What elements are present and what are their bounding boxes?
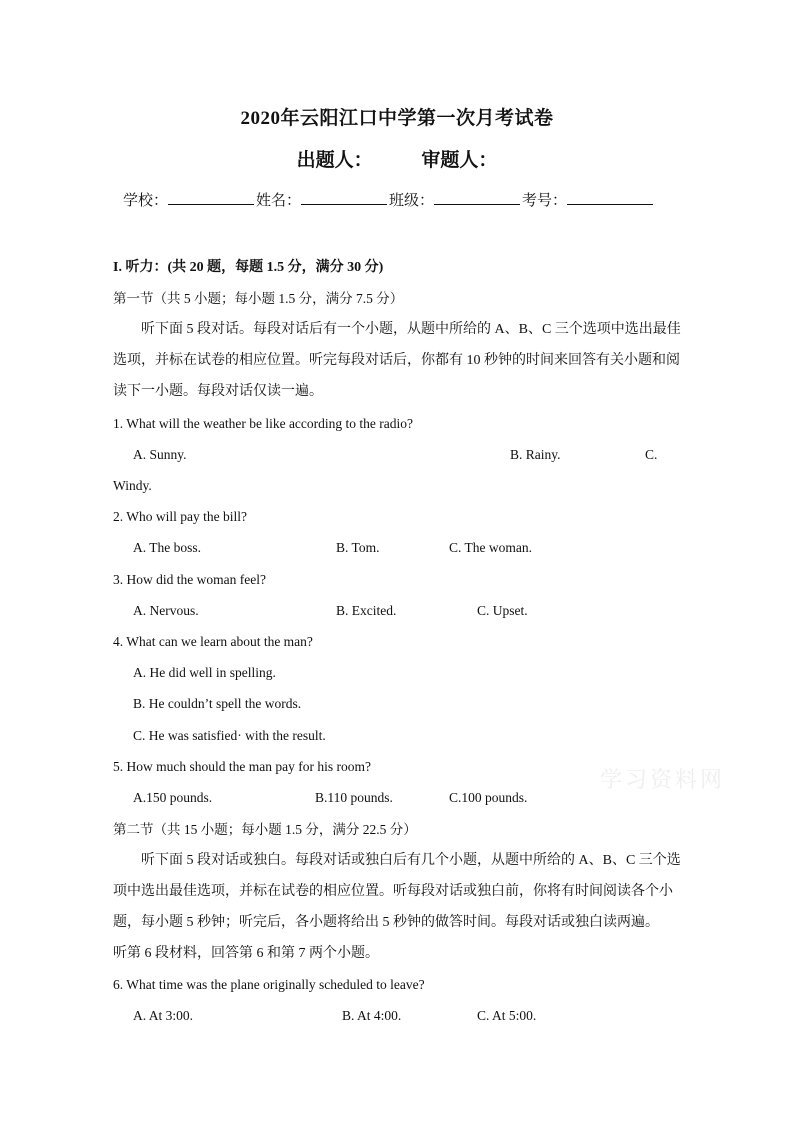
section2-instruction-line: 题，每小题 5 秒钟；听完后，各小题将给出 5 秒钟的做答时间。每段对话或独白读两遍。 [113, 915, 659, 930]
option-a[interactable]: A. At 3:00. [133, 1008, 194, 1023]
exam-subtitle [0, 145, 794, 172]
name-blank[interactable] [301, 190, 387, 205]
name-label: 姓名： [256, 193, 302, 209]
option-a[interactable]: A.150 pounds. [133, 790, 213, 805]
option-b[interactable]: B.110 pounds. [315, 790, 393, 805]
section1-instruction-line: 听下面 5 段对话。每段对话后有一个小题，从题中所给的 A、B、C 三个选项中选出最佳 [141, 322, 681, 337]
section1-heading: 第一节（共 5 小题；每小题 1.5 分，满分 7.5 分） [113, 291, 404, 306]
question-text: 5. How much should the man pay for his room? [113, 759, 371, 774]
reviewer-label: 审题人： [421, 150, 498, 171]
question-text: 6. What time was the plane originally scheduled to leave? [113, 977, 425, 992]
section2-instruction-line: 项中选出最佳选项，并标在试卷的相应位置。听每段对话或独白前，你将有时间阅读各个小 [113, 884, 673, 899]
number-label: 考号： [522, 193, 568, 209]
material-note: 听第 6 段材料，回答第 6 和第 7 两个小题。 [113, 946, 379, 961]
part1-heading: I. 听力：(共 20 题，每题 1.5 分，满分 30 分) [113, 260, 384, 275]
option-c[interactable]: C. The woman. [449, 540, 532, 555]
question-text: 4. What can we learn about the man? [113, 634, 313, 649]
option-c[interactable]: C. [645, 447, 658, 462]
student-info-row [123, 189, 655, 210]
option-b[interactable]: B. At 4:00. [342, 1008, 402, 1023]
section2-heading: 第二节（共 15 小题；每小题 1.5 分，满分 22.5 分） [113, 822, 417, 837]
number-blank[interactable] [567, 190, 653, 205]
watermark: 学习资料网 [600, 768, 726, 793]
question-text: 2. Who will pay the bill? [113, 509, 247, 524]
section1-instruction-line: 读下一小题。每段对话仅读一遍。 [113, 384, 323, 399]
option-b[interactable]: B. Tom. [336, 540, 380, 555]
setter-label: 出题人： [296, 150, 373, 171]
class-blank[interactable] [434, 190, 520, 205]
option-b[interactable]: B. Rainy. [510, 447, 561, 462]
option-c[interactable]: C.100 pounds. [449, 790, 528, 805]
option-b[interactable]: B. He couldn’t spell the words. [133, 696, 302, 711]
question-text: 1. What will the weather be like according to the radio? [113, 416, 414, 431]
option-a[interactable]: A. The boss. [133, 540, 202, 555]
school-blank[interactable] [168, 190, 254, 205]
option-a[interactable]: A. He did well in spelling. [133, 665, 276, 680]
class-label: 班级： [389, 193, 435, 209]
option-c-continuation: Windy. [113, 478, 152, 493]
option-a[interactable]: A. Nervous. [133, 603, 199, 618]
section2-instruction-line: 听下面 5 段对话或独白。每段对话或独白后有几个小题，从题中所给的 A、B、C 三个选 [141, 853, 681, 868]
school-label: 学校： [123, 193, 169, 209]
option-c[interactable]: C. He was satisfied· with the result. [133, 728, 326, 743]
exam-title: 2020年云阳江口中学第一次月考试卷 [240, 108, 554, 129]
option-c[interactable]: C. Upset. [477, 603, 528, 618]
question-text: 3. How did the woman feel? [113, 572, 266, 587]
section1-instruction-line: 选项，并标在试卷的相应位置。听完每段对话后，你都有 10 秒钟的时间来回答有关小题和阅 [113, 353, 680, 368]
option-c[interactable]: C. At 5:00. [477, 1008, 537, 1023]
option-b[interactable]: B. Excited. [336, 603, 397, 618]
option-a[interactable]: A. Sunny. [133, 447, 187, 462]
